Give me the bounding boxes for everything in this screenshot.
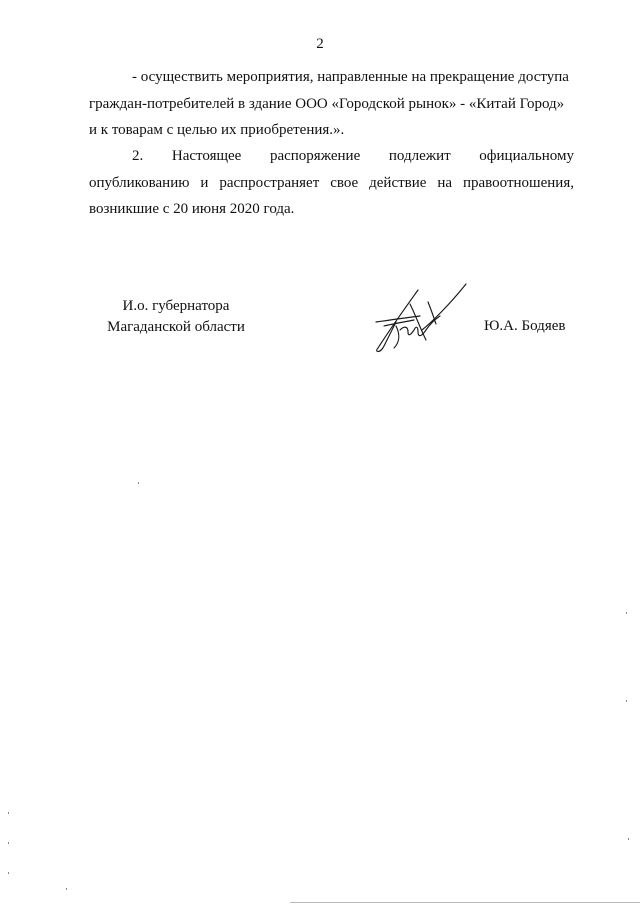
page-number: 2 <box>316 36 324 52</box>
handwritten-signature-icon <box>370 282 474 356</box>
scan-speck <box>628 838 629 840</box>
justified-word: и <box>200 174 209 191</box>
paragraph-1 <box>89 64 574 144</box>
scan-speck <box>626 700 627 702</box>
signatory-title-line-1: И.о. губернатора <box>122 298 230 314</box>
paragraph-1-line-2: граждан-потребителей в здание ООО «Городской рынок» - «Китай Город» <box>89 95 565 112</box>
justified-word: свое <box>330 174 359 191</box>
paragraph-1-line-1: - осуществить мероприятия, направленные на прекращение доступа <box>132 69 569 85</box>
justified-word: опубликованию <box>89 174 190 191</box>
signatory-title-line-2: Магаданской области <box>107 319 245 335</box>
signatory-name: Ю.А. Бодяев <box>484 318 566 334</box>
justified-word: официальному <box>479 148 574 164</box>
scan-speck <box>66 888 67 890</box>
justified-word: распоряжение <box>269 148 361 164</box>
justified-word: на <box>437 174 453 191</box>
scan-speck <box>8 812 9 814</box>
paragraph-2-line-3: возникшие с 20 июня 2020 года. <box>89 201 295 217</box>
justified-word: правоотношения, <box>463 174 574 191</box>
justified-word: действие <box>369 174 427 191</box>
paragraph-1-line-3: и к товарам с целью их приобретения.». <box>89 122 345 138</box>
paragraph-2 <box>89 143 574 223</box>
justified-word: 2. <box>132 148 144 164</box>
justified-word: распространяет <box>219 174 320 191</box>
paragraph-2-line-1 <box>89 143 574 170</box>
justified-word: Настоящее <box>171 148 242 164</box>
justified-word: подлежит <box>388 148 451 164</box>
signatory-title <box>96 296 256 338</box>
scan-speck <box>626 612 627 614</box>
scan-edge-line <box>290 902 640 903</box>
scan-speck <box>8 842 9 844</box>
scan-speck <box>8 872 9 874</box>
paragraph-2-line-2 <box>89 170 574 197</box>
scan-speck <box>138 482 139 484</box>
